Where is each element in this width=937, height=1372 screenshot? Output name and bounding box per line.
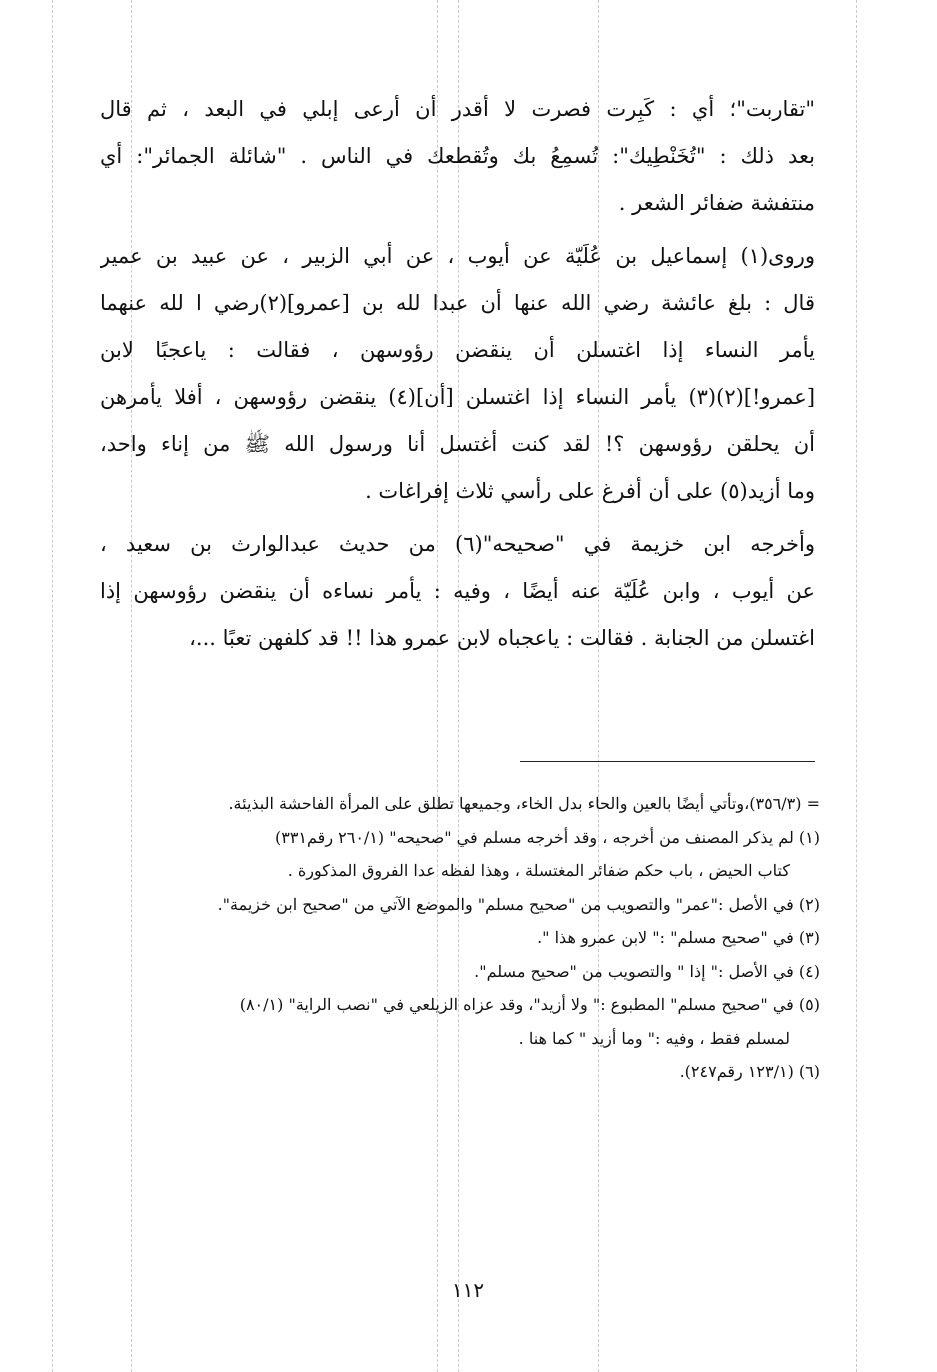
text-line: أن يحلقن رؤوسهن ؟! لقد كنت أغتسل أنا ورسول الله ﷺ من إناء واحد، [100,432,815,456]
footnotes [100,787,820,1089]
footnote-line: (٥) في "صحيح مسلم" المطبوع :" ولا أزيد"، وقد عزاه الزيلعي في "نصب الراية" (٨٠/١) [239,995,820,1014]
footnote-separator [520,761,815,762]
text-line: يأمر النساء إذا اغتسلن أن ينقضن رؤوسهن ، فقالت : ياعجبًا لابن [100,338,815,362]
footnote-line: (٤) في الأصل :" إذا " والتصويب من "صحيح مسلم". [474,961,820,981]
footnote-line: لمسلم فقط ، وفيه :" وما أزيد " كما هنا . [518,1028,790,1048]
text-line: منتفشة ضفائر الشعر . [618,191,815,215]
footnote-line: (١) لم يذكر المصنف من أخرجه ، وقد أخرجه مسلم في "صحيحه" (٢٦٠/١ رقم٣٣١) [274,827,820,847]
text-line: وروى(١) إسماعيل بن عُلَيّة عن أيوب ، عن أبي الزبير ، عن عبيد بن عمير [100,244,815,268]
text-line: وما أزيد(٥) على أن أفرغ على رأسي ثلاث إفراغات . [365,479,815,503]
footnote-line: (٦) (١٢٣/١ رقم٢٤٧). [679,1062,820,1081]
text-line: [عمرو!](٢)(٣) يأمر النساء إذا اغتسلن [أن](٤) ينقضن رؤوسهن ، أفلا يأمرهن [100,385,815,409]
page-number: ١١٢ [451,1278,485,1302]
text-line: قال : بلغ عائشة رضي الله عنها أن عبدا لله بن [عمرو](٢)رضي ا لله عنهما [100,291,815,315]
text-line: اغتسلن من الجنابة . فقالت : ياعجباه لابن عمرو هذا !! قد كلفهن تعبًا ...، [189,626,815,650]
footnote-line: (٣) في "صحيح مسلم" :" لابن عمرو هذا ". [537,928,820,947]
text-line: وأخرجه ابن خزيمة في "صحيحه"(٦) من حديث عبدالوارث بن سعيد ، [100,532,815,556]
scan-artifact-line [856,0,857,1372]
text-line: عن أيوب ، وابن عُلَيّة عنه أيضًا ، وفيه : يأمر نساءه أن ينقضن رؤوسهن إذا [100,579,815,603]
scan-artifact-line [52,0,53,1372]
footnote-line: = (٣٥٦/٣)،وتأتي أيضًا بالعين والحاء بدل الخاء، وجميعها تطلق على المرأة الفاحشة البذيئة. [228,794,820,813]
text-line: "تقاربت"؛ أي : كَبِرت فصرت لا أقدر أن أرعى إبلي في البعد ، ثم قال [100,97,815,121]
text-line: بعد ذلك : "تُخَنْطِيك": تُسمِعُ بك وتُقطعك في الناس . "شائلة الجمائر": أي [100,144,815,168]
main-text [100,86,815,662]
footnote-line: (٢) في الأصل :"عمر" والتصويب من "صحيح مسلم" والموضع الآتي من "صحيح ابن خزيمة". [217,894,820,914]
footnote-line: كتاب الحيض ، باب حكم ضفائر المغتسلة ، وهذا لفظه عدا الفروق المذكورة . [287,861,790,880]
